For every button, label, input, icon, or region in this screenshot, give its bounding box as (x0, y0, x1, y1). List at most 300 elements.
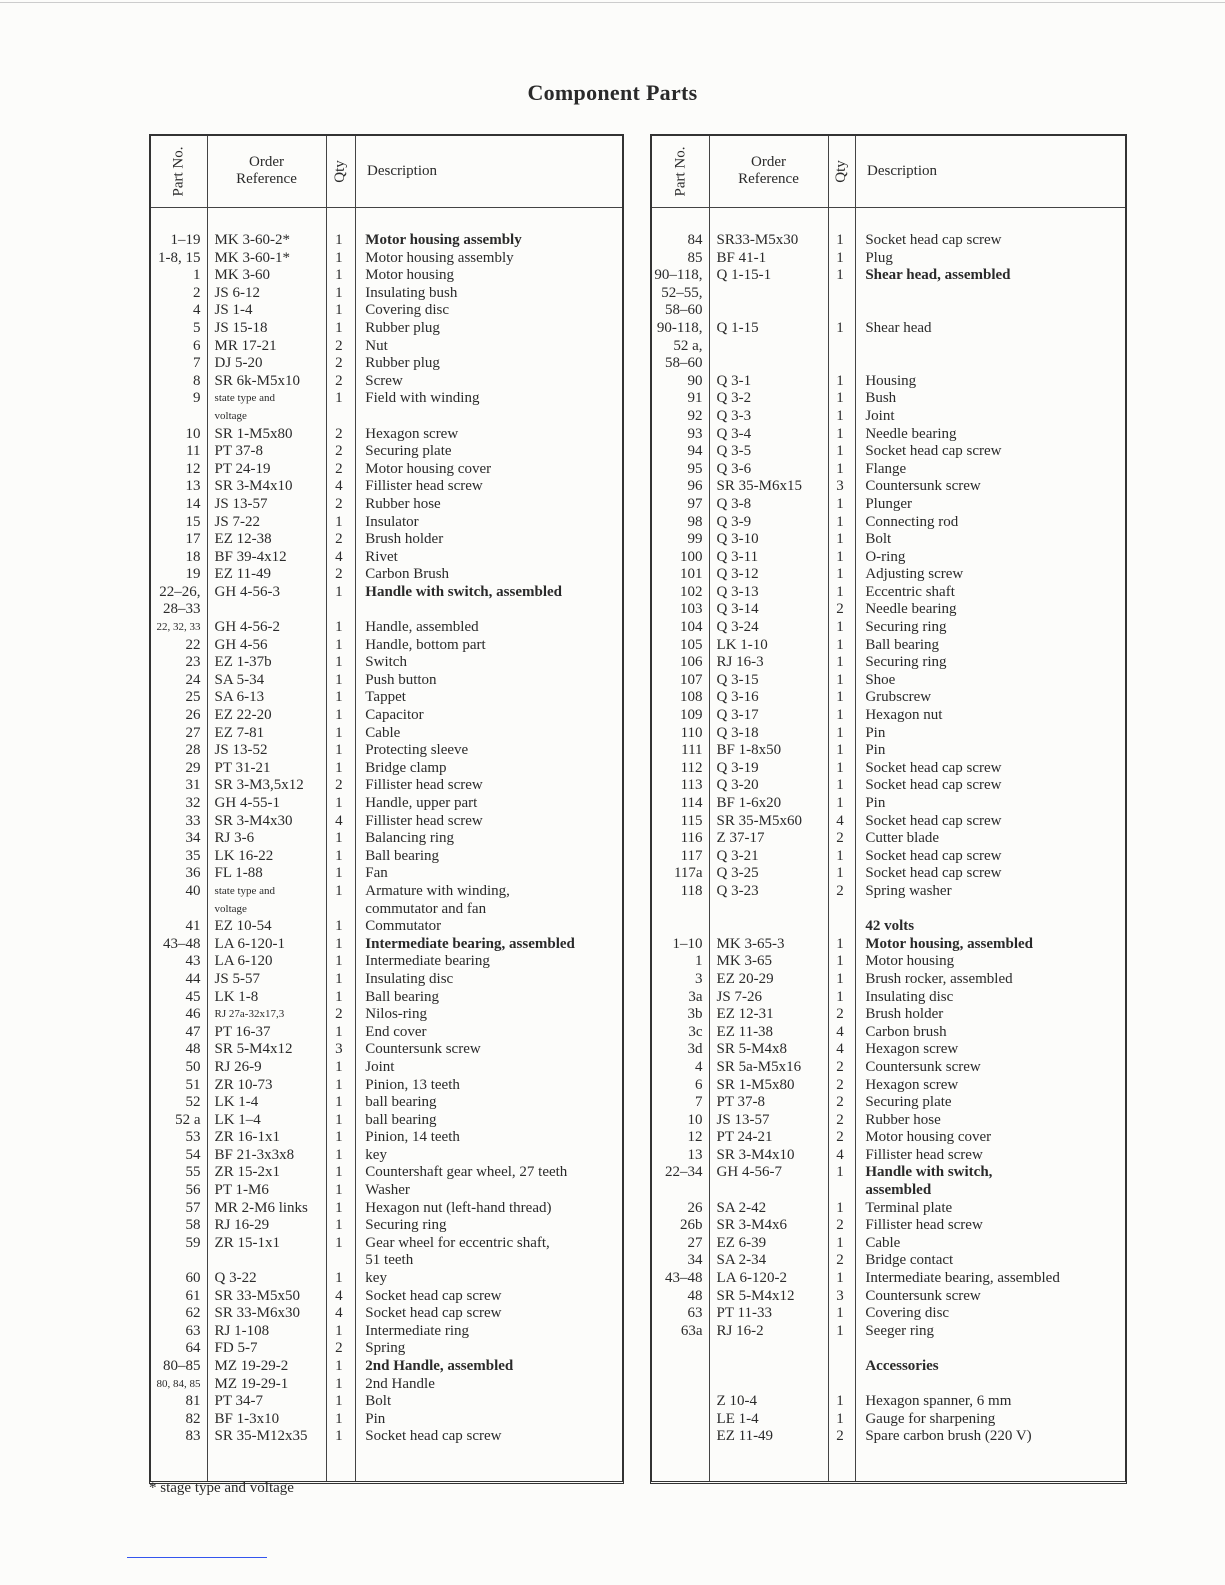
part-no-cell: 7 (193, 355, 201, 372)
description-cell: Hexagon spanner, 6 mm (865, 1393, 1012, 1410)
order-reference-cell: RJ 26-9 (214, 1058, 262, 1075)
table-row (151, 1182, 622, 1200)
qty-cell: 1 (335, 882, 343, 899)
table-row (652, 865, 1125, 883)
table-row (652, 619, 1125, 637)
part-no-cell: 63 (687, 1305, 703, 1322)
table-row (151, 654, 622, 672)
description-cell: 51 teeth (365, 1252, 414, 1269)
part-no-cell: 95 (687, 460, 703, 477)
table-row (652, 373, 1125, 391)
table-row (151, 865, 622, 883)
part-no-cell: 1 (695, 953, 703, 970)
order-reference-cell (709, 1358, 827, 1376)
qty-cell: 2 (836, 1129, 844, 1146)
qty-cell: 1 (335, 918, 343, 935)
qty-cell: 1 (335, 1375, 343, 1392)
qty-cell: 1 (335, 1164, 343, 1181)
description-cell: ball bearing (365, 1111, 437, 1128)
table-row (151, 390, 622, 408)
order-reference-cell: Q 3-22 (214, 1270, 257, 1287)
qty-cell: 1 (836, 1393, 844, 1410)
order-reference-cell: PT 16-37 (214, 1023, 271, 1040)
description-cell: Carbon Brush (365, 566, 450, 583)
part-no-cell: 14 (185, 495, 201, 512)
table-row (652, 1094, 1125, 1112)
part-no-cell: 56 (185, 1182, 201, 1199)
description-cell: Securing ring (865, 619, 947, 636)
order-reference-cell: SA 6-13 (214, 689, 265, 706)
table-row (652, 830, 1125, 848)
qty-cell: 1 (335, 636, 343, 653)
header-part-no: Part No. (170, 146, 187, 196)
part-no-cell: 13 (185, 478, 201, 495)
table-row (151, 408, 622, 426)
order-reference-cell: MR 17-21 (214, 337, 277, 354)
table-row (151, 514, 622, 532)
order-reference-cell: EZ 6-39 (716, 1234, 767, 1251)
qty-cell: 2 (836, 1058, 844, 1075)
qty-cell: 1 (335, 1129, 343, 1146)
order-reference-cell: BF 41-1 (716, 249, 767, 266)
table-row (151, 1428, 622, 1446)
part-no-cell: 98 (687, 513, 703, 530)
order-reference-cell: EZ 7-81 (214, 724, 265, 741)
part-no-cell: 80–85 (163, 1358, 201, 1374)
description-cell: Pin (865, 724, 886, 741)
table-row (652, 1340, 1125, 1358)
order-reference-cell: JS 5-57 (214, 970, 260, 987)
qty-cell: 2 (335, 566, 343, 583)
part-no-cell: 26 (185, 707, 201, 724)
description-cell: Gauge for sharpening (865, 1410, 996, 1427)
part-no-cell: 34 (687, 1252, 703, 1269)
part-no-cell: 28–33 (163, 601, 201, 618)
table-row (652, 672, 1125, 690)
qty-cell: 3 (836, 478, 844, 495)
table-row (151, 619, 622, 637)
part-no-cell: 57 (185, 1199, 201, 1216)
description-cell: Insulator (365, 513, 419, 530)
qty-cell: 1 (335, 742, 343, 759)
part-no-cell: 24 (185, 671, 201, 688)
qty-cell: 1 (335, 249, 343, 266)
part-no-cell: 13 (687, 1146, 703, 1163)
part-no-cell: 94 (687, 443, 703, 460)
table-row (151, 1411, 622, 1429)
order-reference-cell: SR 35-M5x60 (716, 812, 802, 829)
table-row (151, 1358, 622, 1376)
table-row (652, 795, 1125, 813)
description-cell: Terminal plate (865, 1199, 953, 1216)
table-row (652, 478, 1125, 496)
order-reference-cell: LA 6-120 (214, 953, 273, 970)
description-cell: Socket head cap screw (365, 1287, 502, 1304)
description-cell: Hexagon screw (365, 425, 459, 442)
part-no-cell (652, 1393, 709, 1411)
description-cell (853, 1340, 1125, 1358)
qty-cell: 1 (335, 1234, 343, 1251)
description-cell: Commutator (365, 918, 442, 935)
part-no-cell: 90 (687, 372, 703, 389)
description-cell: Handle with switch, assembled (365, 583, 562, 600)
qty-cell: 1 (836, 671, 844, 688)
order-reference-cell (709, 338, 827, 356)
part-no-cell: 117 (680, 847, 703, 864)
qty-cell: 1 (335, 1058, 343, 1075)
order-reference-cell: MK 3-65 (716, 953, 772, 970)
order-reference-cell (207, 1252, 325, 1270)
order-reference-cell: PT 24-21 (716, 1129, 773, 1146)
description-cell: Seeger ring (865, 1322, 935, 1339)
description-cell: Ball bearing (365, 847, 440, 864)
qty-cell: 2 (335, 1006, 343, 1023)
header-divider (652, 207, 1125, 208)
description-cell: Field with winding (365, 390, 480, 407)
description-cell: 2nd Handle (365, 1375, 435, 1392)
part-no-cell: 12 (185, 460, 201, 477)
order-reference-cell: Q 3-24 (716, 619, 759, 636)
description-cell: Plug (865, 249, 893, 266)
table-row (151, 1077, 622, 1095)
qty-cell: 1 (836, 759, 844, 776)
description-cell (853, 285, 1125, 303)
qty-cell: 2 (335, 425, 343, 442)
table-row (652, 1270, 1125, 1288)
description-cell: ball bearing (365, 1094, 437, 1111)
table-row (652, 584, 1125, 602)
order-reference-cell: PT 1-M6 (214, 1182, 269, 1199)
description-cell: Nilos-ring (365, 1006, 427, 1023)
qty-cell: 1 (836, 795, 844, 811)
parts-table-right (650, 134, 1127, 1484)
part-no-cell: 112 (680, 759, 703, 776)
description-cell: Rubber plug (365, 319, 440, 336)
part-no-cell: 1–10 (672, 935, 703, 952)
order-reference-cell: EZ 12-31 (716, 1006, 774, 1023)
order-reference-cell: Q 3-10 (716, 531, 759, 548)
part-no-cell (652, 1182, 709, 1200)
description-cell: Socket head cap screw (865, 865, 1002, 882)
order-reference-cell: SR 33-M5x50 (214, 1287, 300, 1304)
table-row (151, 320, 622, 338)
description-cell: Socket head cap screw (865, 777, 1002, 794)
order-reference-cell: GH 4-56-7 (716, 1164, 782, 1181)
order-reference-cell: PT 34-7 (214, 1393, 264, 1410)
qty-cell (827, 1376, 854, 1394)
part-no-cell: 63a (680, 1322, 703, 1339)
qty-cell: 1 (335, 830, 343, 847)
qty-cell: 2 (836, 1094, 844, 1111)
qty-cell (827, 338, 854, 356)
table-row (151, 531, 622, 549)
qty-cell: 1 (836, 654, 844, 671)
qty-cell: 2 (335, 337, 343, 354)
table-row (652, 496, 1125, 514)
order-reference-cell (709, 1182, 827, 1200)
order-reference-cell: DJ 5-20 (214, 355, 263, 372)
order-reference-cell: JS 7-26 (716, 988, 762, 1005)
qty-cell: 1 (836, 443, 844, 460)
order-reference-cell: EZ 20-29 (716, 970, 774, 987)
part-no-cell: 34 (185, 830, 201, 847)
table-row (151, 707, 622, 725)
order-reference-cell: SR 1-M5x80 (716, 1076, 795, 1093)
qty-cell (325, 408, 354, 426)
qty-cell: 1 (335, 1076, 343, 1093)
order-reference-cell: BF 39-4x12 (214, 548, 287, 565)
qty-cell: 1 (836, 1322, 844, 1339)
part-no-cell: 111 (681, 742, 703, 759)
table-row (151, 742, 622, 760)
description-cell: Pinion, 13 teeth (365, 1076, 460, 1093)
description-cell: Covering disc (365, 302, 450, 319)
order-reference-cell: PT 37-8 (716, 1094, 766, 1111)
qty-cell: 1 (335, 1358, 343, 1374)
part-no-cell: 28 (185, 742, 201, 759)
order-reference-cell: PT 24-19 (214, 460, 271, 477)
qty-cell: 1 (836, 1410, 844, 1427)
description-cell: Socket head cap screw (365, 1428, 502, 1445)
table-row (151, 267, 622, 285)
order-reference-cell: SR 5-M4x12 (214, 1041, 293, 1058)
part-no-cell: 83 (185, 1428, 201, 1445)
part-no-cell: 4 (193, 302, 201, 319)
order-reference-cell: Q 3-21 (716, 847, 759, 864)
description-cell: Eccentric shaft (865, 583, 955, 600)
table-row (652, 1305, 1125, 1323)
order-reference-cell: voltage (214, 409, 247, 422)
qty-cell: 1 (335, 302, 343, 319)
part-no-cell: 43 (185, 953, 201, 970)
table-row (652, 953, 1125, 971)
order-reference-cell: ZR 16-1x1 (214, 1129, 280, 1146)
part-no-cell: 22, 32, 33 (156, 621, 201, 634)
order-reference-cell: SA 5-34 (214, 671, 265, 688)
order-reference-cell: LA 6-120-2 (716, 1270, 787, 1287)
table-row (652, 1235, 1125, 1253)
order-reference-cell: Q 3-19 (716, 759, 759, 776)
part-no-cell: 47 (185, 1023, 201, 1040)
part-no-cell: 35 (185, 847, 201, 864)
table-row (151, 1129, 622, 1147)
table-row (151, 1147, 622, 1165)
qty-cell: 1 (335, 795, 343, 811)
qty-cell: 1 (836, 847, 844, 864)
part-no-cell: 46 (185, 1006, 201, 1023)
order-reference-cell: voltage (214, 902, 247, 915)
part-no-cell: 52 (185, 1094, 201, 1111)
description-cell: Countershaft gear wheel, 27 teeth (365, 1164, 568, 1181)
description-cell: Flange (865, 460, 907, 477)
qty-cell: 2 (836, 1076, 844, 1093)
description-cell: Rubber plug (365, 355, 440, 372)
description-cell: Pin (865, 795, 886, 811)
description-cell (853, 302, 1125, 320)
description-cell: Intermediate bearing (365, 953, 490, 970)
order-reference-cell: RJ 16-2 (716, 1322, 764, 1339)
part-no-cell: 3d (687, 1041, 703, 1058)
order-reference-cell: LK 16-22 (214, 847, 274, 864)
description-cell: Bolt (365, 1393, 392, 1410)
order-reference-cell (709, 1340, 827, 1358)
description-cell: Intermediate bearing, assembled (865, 1270, 1060, 1287)
description-cell: Securing plate (365, 443, 452, 460)
order-reference-cell: SR 3-M3,5x12 (214, 777, 304, 794)
qty-cell: 1 (836, 707, 844, 724)
part-no-cell: 31 (185, 777, 201, 794)
order-reference-cell: RJ 16-29 (214, 1217, 270, 1234)
part-no-cell: 109 (680, 707, 703, 724)
table-row (652, 302, 1125, 320)
part-no-cell: 9 (193, 390, 201, 407)
order-reference-cell: LE 1-4 (716, 1410, 759, 1427)
table-row (652, 637, 1125, 655)
table-row (652, 1217, 1125, 1235)
table-row (151, 601, 622, 619)
qty-cell: 1 (335, 1270, 343, 1287)
part-no-cell (652, 1411, 709, 1429)
description-cell: Motor housing cover (365, 460, 492, 477)
table-row (652, 320, 1125, 338)
order-reference-cell: RJ 3-6 (214, 830, 255, 847)
part-no-cell: 7 (695, 1094, 703, 1111)
order-reference-cell: SR 33-M6x30 (214, 1305, 300, 1322)
part-no-cell: 10 (185, 425, 201, 442)
description-cell: Rivet (365, 548, 398, 565)
qty-cell (827, 918, 854, 936)
table-row (652, 989, 1125, 1007)
description-cell: Socket head cap screw (865, 232, 1002, 248)
order-reference-cell: Q 3-23 (716, 882, 759, 899)
qty-cell (325, 1252, 354, 1270)
qty-cell: 2 (836, 830, 844, 847)
qty-cell: 2 (335, 460, 343, 477)
part-no-cell: 52–55, (661, 284, 703, 301)
description-cell: Connecting rod (865, 513, 959, 530)
table-row (652, 777, 1125, 795)
table-row (652, 1164, 1125, 1182)
qty-cell: 1 (836, 583, 844, 600)
qty-cell (325, 901, 354, 919)
part-no-cell (151, 408, 207, 426)
description-cell: Brush holder (365, 531, 444, 548)
table-row (652, 461, 1125, 479)
table-row (652, 654, 1125, 672)
order-reference-cell: SR 5-M4x12 (716, 1287, 795, 1304)
order-reference-cell (709, 1376, 827, 1394)
description-cell: key (365, 1146, 387, 1163)
qty-cell: 1 (836, 531, 844, 548)
qty-cell: 1 (836, 935, 844, 952)
description-cell: Countersunk screw (365, 1041, 481, 1058)
qty-cell: 2 (836, 601, 844, 618)
order-reference-cell: Q 3-25 (716, 865, 759, 882)
description-cell: Screw (365, 372, 403, 389)
part-no-cell: 36 (185, 865, 201, 882)
qty-cell: 1 (836, 636, 844, 653)
order-reference-cell: Q 3-3 (716, 407, 752, 424)
part-no-cell: 45 (185, 988, 201, 1005)
description-cell: Fillister head screw (365, 478, 483, 495)
part-no-cell: 8 (193, 372, 201, 389)
qty-cell: 4 (335, 1305, 343, 1322)
order-reference-cell: ZR 15-1x1 (214, 1234, 280, 1251)
part-no-cell: 64 (185, 1340, 201, 1357)
order-reference-cell: EZ 1-37b (214, 654, 272, 671)
qty-cell: 1 (335, 1217, 343, 1234)
table-row (652, 725, 1125, 743)
order-reference-cell: JS 1-4 (214, 302, 253, 319)
order-reference-cell: LK 1–4 (214, 1111, 261, 1128)
description-cell: Balancing ring (365, 830, 455, 847)
order-reference-cell: Q 1-15-1 (716, 267, 772, 284)
description-cell: Fillister head screw (865, 1146, 983, 1163)
table-row (151, 1006, 622, 1024)
description-cell: Countersunk screw (865, 1058, 981, 1075)
description-cell: Socket head cap screw (865, 847, 1002, 864)
qty-cell: 1 (335, 390, 343, 407)
part-no-cell: 90–118, (654, 267, 703, 284)
table-row (151, 338, 622, 356)
qty-cell: 1 (836, 970, 844, 987)
order-reference-cell (709, 285, 827, 303)
qty-cell: 1 (836, 495, 844, 512)
table-row (151, 1340, 622, 1358)
description-cell: Needle bearing (865, 601, 957, 618)
order-reference-cell (207, 601, 325, 619)
table-row (151, 813, 622, 831)
qty-cell: 1 (836, 953, 844, 970)
qty-cell: 1 (836, 319, 844, 336)
qty-cell: 1 (836, 988, 844, 1005)
table-row (151, 584, 622, 602)
part-no-cell: 3c (688, 1023, 703, 1040)
order-reference-cell: Q 3-2 (716, 390, 752, 407)
part-no-cell: 3b (687, 1006, 703, 1023)
description-cell: Spring (365, 1340, 406, 1357)
part-no-cell: 61 (185, 1287, 201, 1304)
table-row (151, 496, 622, 514)
table-row (652, 689, 1125, 707)
part-no-cell: 32 (185, 795, 201, 811)
order-reference-cell: Q 3-16 (716, 689, 759, 706)
part-no-cell: 3a (688, 988, 703, 1005)
description-cell: Tappet (365, 689, 406, 706)
description-cell: Joint (865, 407, 895, 424)
part-no-cell: 81 (185, 1393, 201, 1410)
qty-cell (325, 601, 354, 619)
description-cell: Countersunk screw (865, 478, 981, 495)
table-row (652, 918, 1125, 936)
qty-cell: 4 (836, 1041, 844, 1058)
description-cell: Covering disc (865, 1305, 950, 1322)
table-row (652, 1288, 1125, 1306)
part-no-cell: 91 (687, 390, 703, 407)
description-cell (853, 355, 1125, 373)
part-no-cell: 6 (193, 337, 201, 354)
qty-cell (827, 1340, 854, 1358)
table-row (652, 1077, 1125, 1095)
table-row (151, 936, 622, 954)
table-row (151, 1112, 622, 1130)
qty-cell: 1 (335, 865, 343, 882)
header-part-no: Part No. (672, 146, 688, 196)
description-cell: Carbon brush (865, 1023, 947, 1040)
order-reference-cell: Z 10-4 (716, 1393, 757, 1410)
part-no-cell: 92 (687, 407, 703, 424)
description-cell: Housing (865, 372, 917, 389)
